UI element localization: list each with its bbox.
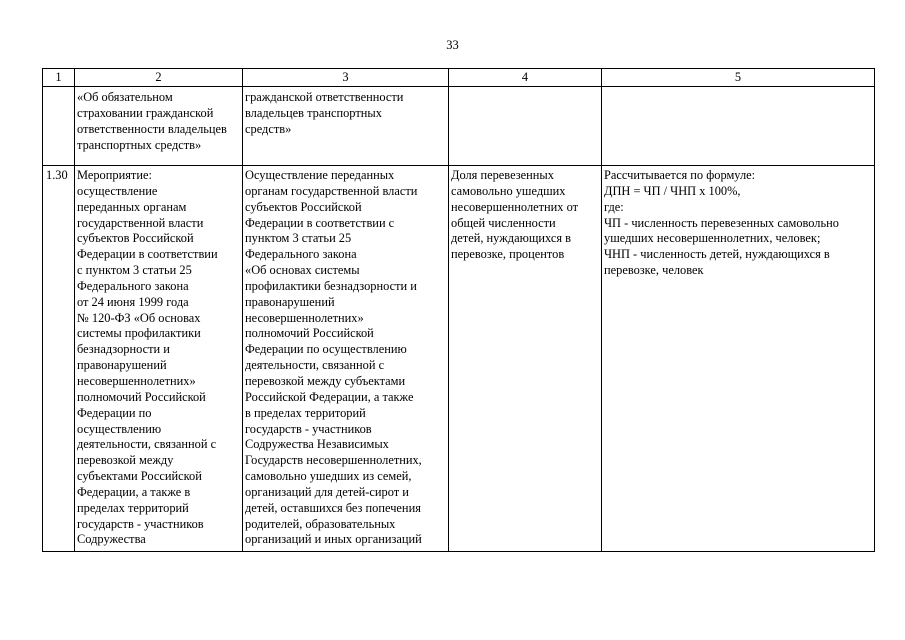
cell-continuation-number	[43, 87, 75, 166]
table-row-continuation	[43, 87, 875, 166]
column-header-3: 3	[243, 69, 449, 87]
page-number: 33	[446, 38, 459, 52]
cell-event: Мероприятие: осуществление переданных органам государственной власти субъектов Российской Федерации в соответствии с пунктом 3 статьи 25 Федерального закона от 24 июня 1999 года № 120-ФЗ «Об основах системы профилактики безнадзорности и правонарушений несовершеннолетних» полномочий Российской Федерации по осуществлению деятельности, связанной с перевозкой между субъектами Российской Федерации, а также в пределах территорий государств - участников Содружества	[75, 166, 243, 552]
column-header-5: 5	[602, 69, 875, 87]
table-header-row	[43, 69, 875, 87]
cell-row-number: 1.30	[43, 166, 75, 552]
column-header-4: 4	[449, 69, 602, 87]
column-header-1: 1	[43, 69, 75, 87]
cell-continuation-method	[602, 87, 875, 166]
column-header-2: 2	[75, 69, 243, 87]
cell-indicator: Доля перевезенных самовольно ушедших несовершеннолетних от общей численности детей, нуждающихся в перевозке, процентов	[449, 166, 602, 552]
cell-continuation-event: «Об обязательном страховании гражданской ответственности владельцев транспортных средств»	[75, 87, 243, 166]
cell-continuation-indicator	[449, 87, 602, 166]
indicator-table	[42, 68, 875, 552]
cell-task: Осуществление переданных органам государственной власти субъектов Российской Федерации в соответствии с пунктом 3 статьи 25 Федерального закона «Об основах системы профилактики безнадзорности и правонарушений несовершеннолетних» полномочий Российской Федерации по осуществлению деятельности, связанной с перевозкой между субъектами Российской Федерации, а также в пределах территорий государств - участников Содружества Независимых Государств несовершеннолетних, самовольно ушедших из семей, организаций для детей-сирот и детей, оставшихся без попечения родителей, образовательных организаций и иных организаций	[243, 166, 449, 552]
cell-calculation-method: Рассчитывается по формуле: ДПН = ЧП / ЧНП х 100%, где: ЧП - численность перевезенных самовольно ушедших несовершеннолетних, человек; ЧНП - численность детей, нуждающихся в перевозке, человек	[602, 166, 875, 552]
cell-continuation-task: гражданской ответственности владельцев транспортных средств»	[243, 87, 449, 166]
table-row-1-30	[43, 166, 875, 552]
